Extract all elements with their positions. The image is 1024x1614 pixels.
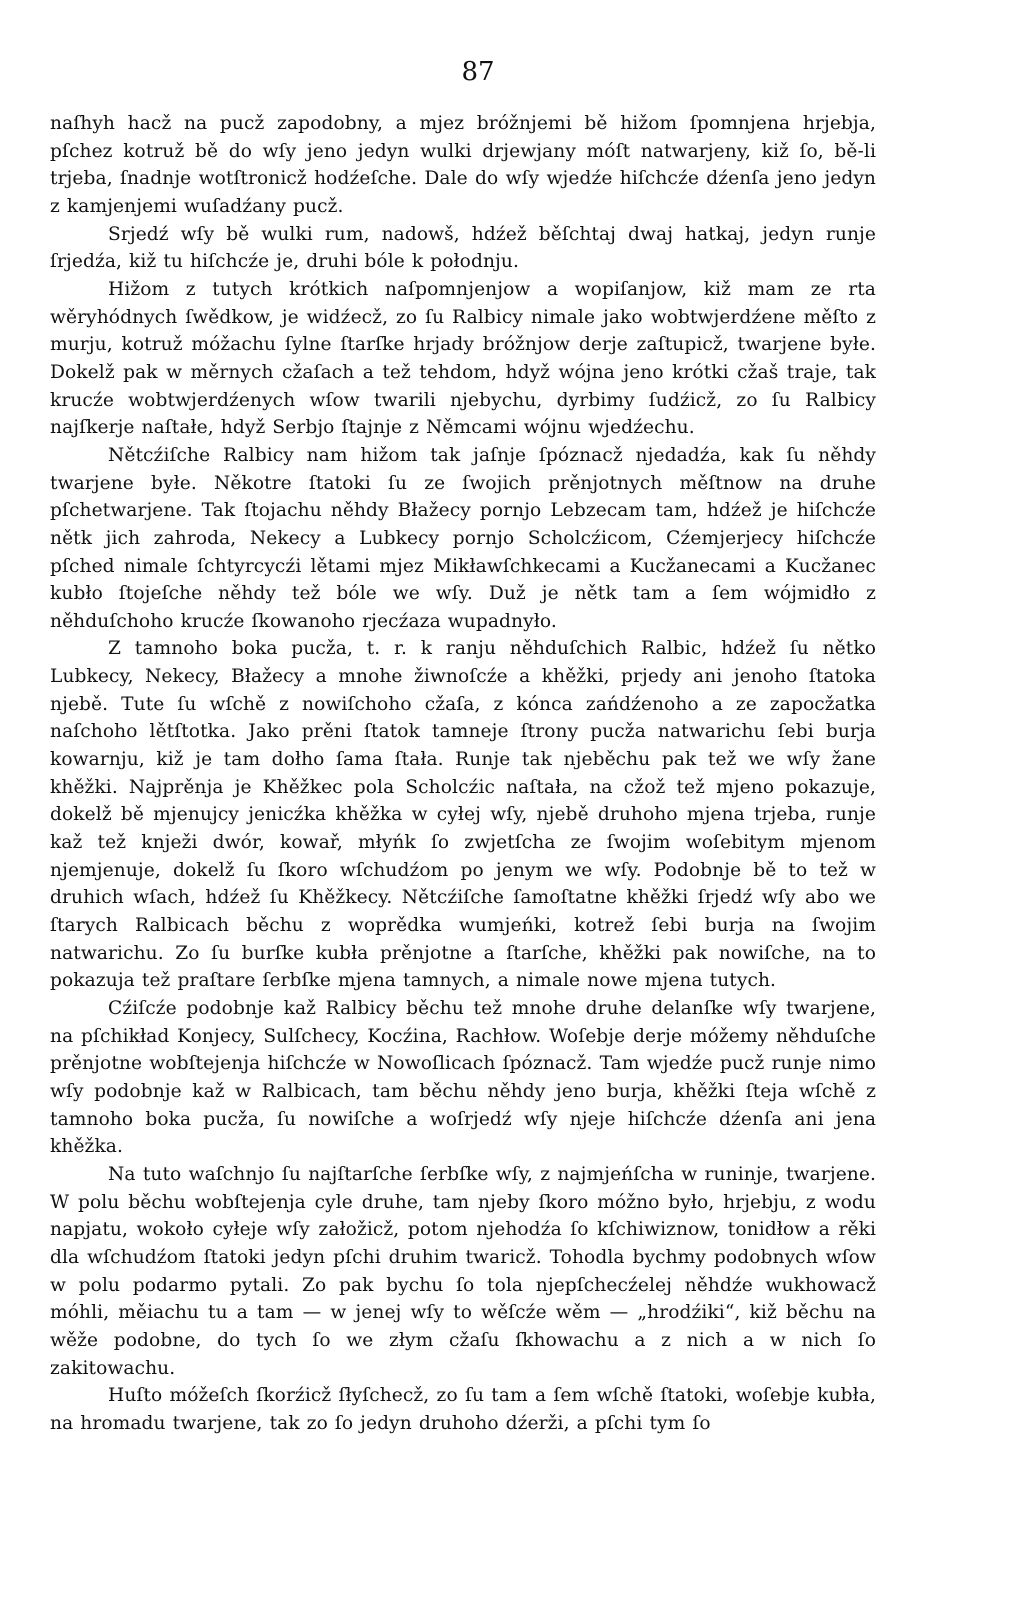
paragraph-6: Cźiſcźe podobnje kaž Ralbicy běchu tež mnohe druhe delanſke wſy twarjene, na pſchikład Konjecy, Sulſchecy, Kocźina, Rachłow. Woſebje derje móžemy něhduſche prěnjotne wobſtejenja hiſchcźe w Nowoſlicach ſpóznacž. Tam wjedźe pucž runje nimo wſy podobnje kaž w Ralbicach, tam běchu něhdy jeno burja, khěžki ſteja wſchě z tamnoho boka pucža, ſu nowiſche a woſrjedź wſy njeje hiſchcźe dźenſa ani jena khěžka. — [50, 998, 876, 1158]
paragraph-5: Z tamnoho boka pucža, t. r. k ranju něhduſchich Ralbic, hdźež ſu nětko Lubkecy, Nekecy, Błažecy a mnohe žiwnoſcźe a khěžki, prjedy ani jenoho ſtatoka njebě. Tute ſu wſchě z nowiſchoho cžaſa, z kónca zańdźenoho a ze zapocžatka naſchoho lětſtotka. Jako prěni ſtatok tamneje ſtrony pucža natwarichu ſebi burja kowarnju, kiž je tam dołho ſama ſtała. Runje tak njeběchu pak tež we wſy žane khěžki. Najprěnja je Khěžkec pola Scholcźic naſtała, na cžož tež mjeno pokazuje, dokelž bě mjenujcy jenicźka khěžka w cyłej wſy, njebě druhoho mjena trjeba, runje kaž tež knježi dwór, kowař, młyńk ſo zwjetſcha ze ſwojim woſebitym mjenom njemjenuje, dokelž ſu ſkoro wſchudźom po jenym we wſy. Podobnje bě to tež w druhich wſach, hdźež ſu Khěžkecy. Nětcźiſche ſamoſtatne khěžki ſrjedź wſy abo we ſtarych Ralbicach běchu z woprědka wumjeńki, kotrež ſebi burja na ſwojim natwarichu. Zo ſu burſke kubła prěnjotne a ſtarſche, khěžki pak nowiſche, na to pokazuja tež praſtare ſerbſke mjena tamnych, a nimale nowe mjena tutych. — [50, 638, 876, 992]
paragraph-1: naſhyh hacž na pucž zapodobny, a mjez bróžnjemi bě hižom ſpomnjena hrjebja, pſchez kotruž bě do wſy jeno jedyn wulki drjewjany móſt natwarjeny, kiž ſo, bě-li trjeba, ſnadnje wotſtronicž hodźeſche. Dale do wſy wjedźe hiſchcźe dźenſa jeno jedyn z kamjenjemi wuſadźany pucž. — [50, 113, 876, 217]
document-page — [50, 52, 876, 1438]
paragraph-8: Huſto móžeſch ſkorźicž ſłyſchecž, zo ſu tam a ſem wſchě ſtatoki, woſebje kubła, na hromadu twarjene, tak zo ſo jedyn druhoho dźerži, a pſchi tym ſo — [50, 1385, 876, 1434]
paragraph-3: Hižom z tutych krótkich naſpomnjenjow a wopiſanjow, kiž mam ze rta wěryhódnych ſwědkow, je widźecž, zo ſu Ralbicy nimale jako wobtwjerdźene měſto z murju, kotruž móžachu ſylne ſtarſke hrjady bróžnjow derje zaſtupicž, twarjene byłe. Dokelž pak w měrnych cžaſach a tež tehdom, hdyž wójna jeno krótki cžaš traje, tak krucźe wobtwjerdźenych wſow twarili njebychu, dyrbimy ſudźicž, zo ſu Ralbicy najſkerje naſtałe, hdyž Serbjo ſtajnje z Němcami wójnu wjedźechu. — [50, 278, 876, 439]
page-number: 87 — [461, 57, 495, 87]
paragraph-7: Na tuto waſchnjo ſu najſtarſche ſerbſke wſy, z najmjeńſcha w runinje, twarjene. W polu běchu wobſtejenja cyle druhe, tam njeby ſkoro móžno było, hrjebju, z wodu napjatu, wokoło cyłeje wſy załožicž, potom njehodźa ſo kſchiwiznow, tonidłow a rěki dla wſchudźom ſtatoki jedyn pſchi druhim twaricž. Tohodla bychmy podobnych wſow w polu podarmo pytali. Zo pak bychu ſo tola njepſchecźelej něhdźe wukhowacž móhli, měiachu tu a tam — w jenej wſy to wěſcźe wěm — „hrodźiki“, kiž běchu na wěže podobne, do tych ſo we złym cžaſu ſkhowachu a z nich a w nich ſo zakitowachu. — [50, 1163, 876, 1379]
paragraph-4: Nětcźiſche Ralbicy nam hižom tak jaſnje ſpóznacž njedadźa, kak ſu něhdy twarjene byłe. Někotre ſtatoki ſu ze ſwojich prěnjotnych měſtnow na druhe pſchetwarjene. Tak ſtojachu něhdy Błažecy pornjo Lebzecam tam, hdźež je hiſchcźe nětk jich zahroda, Nekecy a Lubkecy pornjo Scholcźicom, Cźemjerjecy hiſchcźe pſched nimale ſchtyrcycźi lětami mjez Mikławſchkecami a Kucžanecami a Kucžanec kubło ſtojeſche něhdy tež bóle we wſy. Duž je nětk tam a ſem wójmidło z něhduſchoho krucźe ſkowanoho rjecźaza wupadnyło. — [50, 444, 876, 632]
paragraph-2: Srjedź wſy bě wulki rum, nadowš, hdźež běſchtaj dwaj hatkaj, jedyn runje ſrjedźa, kiž tu hiſchcźe je, druhi bóle k połodnju. — [50, 223, 876, 273]
